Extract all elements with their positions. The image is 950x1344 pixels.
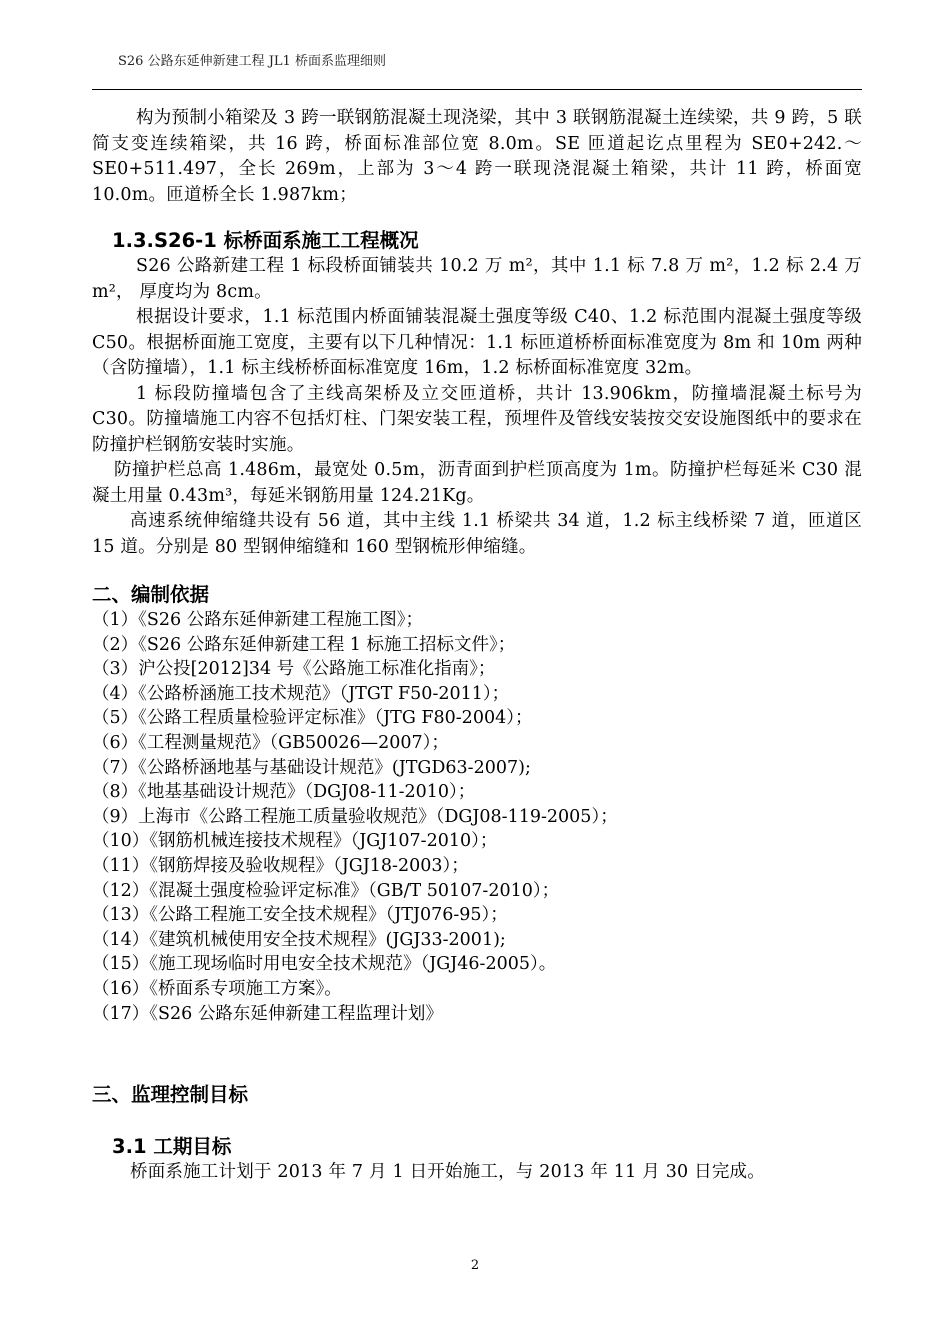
page-number: 2 — [470, 1258, 480, 1273]
section-1-3-paragraph: S26 公路新建工程 1 标段桥面铺装共 10.2 万 m²，其中 1.1 标 7.8 万 m²，1.2 标 2.4 万 m²， 厚度均为 8cm。 — [92, 256, 862, 302]
section-2-heading: 二、编制依据 — [92, 583, 210, 606]
reference-item: （4）《公路桥涵施工技术规范》（JTGT F50-2011）； — [92, 683, 510, 704]
reference-item: （12）《混凝土强度检验评定标准》（GB/T 50107-2010）； — [92, 880, 560, 901]
reference-item: （10）《钢筋机械连接技术规程》（JGJ107-2010）； — [92, 831, 498, 852]
section-1-3-paragraph: 防撞护栏总高 1.486m，最宽处 0.5m，沥青面到护栏顶高度为 1m。防撞护栏每延米 C30 混凝土用量 0.43m³，每延米钢筋用量 124.21Kg。 — [92, 460, 862, 506]
reference-item: （14）《建筑机械使用安全技术规程》(JGJ33-2001); — [92, 929, 506, 950]
header-rule — [92, 89, 862, 90]
section-3-heading: 三、监理控制目标 — [92, 1083, 249, 1107]
reference-item: （3）沪公投[2012]34 号《公路施工标准化指南》； — [92, 659, 496, 680]
reference-item: （11）《钢筋焊接及验收规程》（JGJ18-2003）； — [92, 855, 469, 876]
page-header: S26 公路东延伸新建工程 JL1 桥面系监理细则 — [118, 54, 386, 69]
section-1-3-paragraph: 高速系统伸缩缝共设有 56 道，其中主线 1.1 桥梁共 34 道，1.2 标主线桥梁 7 道，匝道区 15 道。分别是 80 型钢伸缩缝和 160 型钢梳形伸缩缝。 — [92, 511, 862, 557]
intro-paragraph: 构为预制小箱梁及 3 跨一联钢筋混凝土现浇梁，其中 3 联钢筋混凝土连续梁，共 9 跨，5 联简支变连续箱梁，共 16 跨，桥面标准部位宽 8.0m。SE 匝道起讫点里程为 SE0+242.～SE0+511.497，全长 269m，上部为 3～4 跨一联现浇混凝土箱梁，共计 11 跨，桥面宽 10.0m。匝道桥全长 1.987km； — [92, 108, 862, 205]
section-1-3-paragraph: 根据设计要求，1.1 标范围内桥面铺装混凝土强度等级 C40、1.2 标范围内混凝土强度等级 C50。根据桥面施工宽度，主要有以下几种情况：1.1 标匝道桥桥面标准宽度为 8m 和 10m 两种（含防撞墙），1.1 标主线桥桥面标准宽度 16m，1.2 标桥面标准宽度 32m。 — [92, 307, 862, 378]
reference-item: （8）《地基基础设计规范》（DGJ08-11-2010）； — [92, 782, 476, 803]
document-body — [92, 106, 862, 1186]
reference-list — [92, 608, 862, 1026]
reference-item: （2）《S26 公路东延伸新建工程 1 标施工招标文件》； — [92, 634, 516, 655]
section-1-3-heading: 1.3.S26-1 标桥面系施工工程概况 — [112, 229, 419, 252]
reference-item: （15）《施工现场临时用电安全技术规范》（JGJ46-2005）。 — [92, 954, 557, 975]
reference-item: （7）《公路桥涵地基与基础设计规范》(JTGD63-2007); — [92, 757, 531, 778]
section-3-1-heading: 3.1 工期目标 — [112, 1135, 232, 1159]
section-1-3-paragraph: 1 标段防撞墙包含了主线高架桥及立交匝道桥，共计 13.906km，防撞墙混凝土标号为 C30。防撞墙施工内容不包括灯柱、门架安装工程，预埋件及管线安装按交安设施图纸中的要求在防撞护栏钢筋安装时实施。 — [92, 383, 862, 455]
reference-item: （9）上海市《公路工程施工质量验收规范》（DGJ08-119-2005）； — [92, 806, 618, 827]
reference-item: （6）《工程测量规范》（GB50026—2007）； — [92, 732, 449, 753]
section-3-1-paragraph: 桥面系施工计划于 2013 年 7 月 1 日开始施工，与 2013 年 11 月 30 日完成。 — [130, 1162, 765, 1183]
reference-item: （5）《公路工程质量检验评定标准》（JTG F80-2004）； — [92, 708, 533, 729]
reference-item: （17）《S26 公路东延伸新建工程监理计划》 — [92, 1003, 443, 1024]
reference-item: （1）《S26 公路东延伸新建工程施工图》； — [92, 610, 423, 630]
reference-item: （16）《桥面系专项施工方案》。 — [92, 978, 342, 999]
reference-item: （13）《公路工程施工安全技术规程》（JTJ076-95）； — [92, 905, 508, 926]
